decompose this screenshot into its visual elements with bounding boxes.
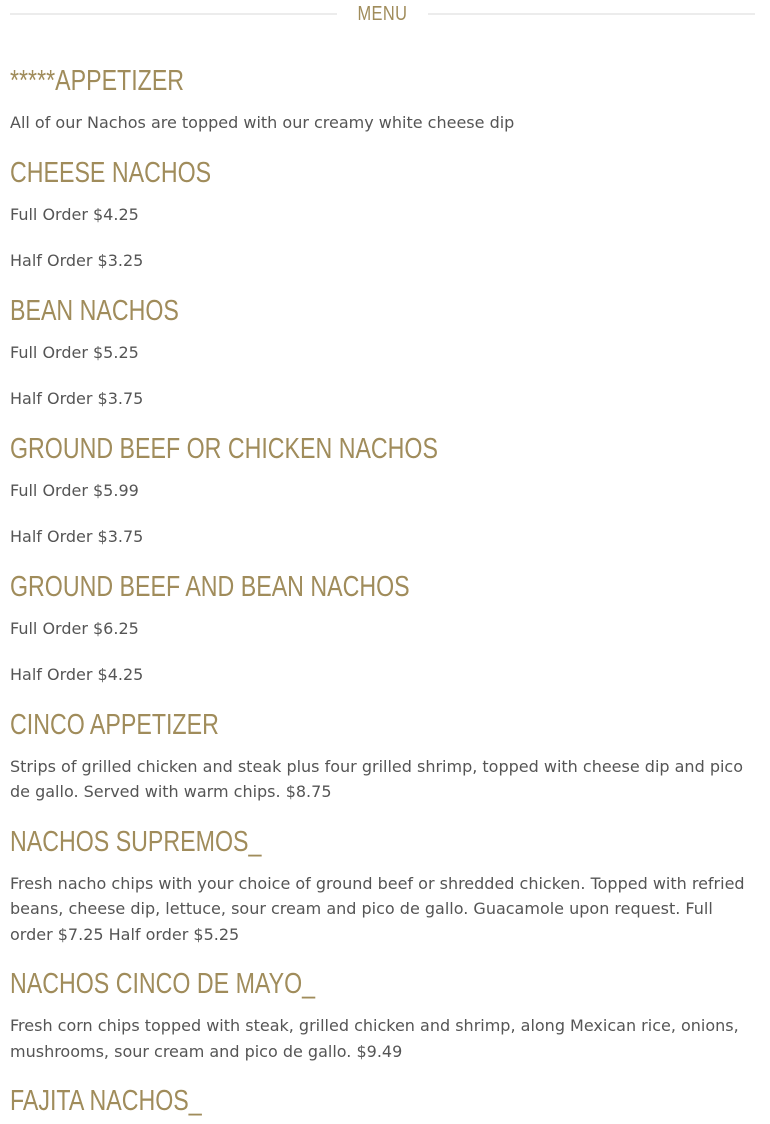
menu-list — [10, 60, 755, 1122]
item-title: GROUND BEEF AND BEAN NACHOS — [10, 570, 410, 603]
half-order-price: Half Order $3.25 — [10, 251, 144, 270]
menu-divider — [10, 0, 755, 30]
half-order-price: Half Order $3.75 — [10, 389, 144, 408]
divider-line-right — [428, 13, 755, 15]
item-title: CINCO APPETIZER — [10, 708, 219, 741]
item-title: NACHOS SUPREMOS_ — [10, 825, 262, 858]
item-description: Strips of grilled chicken and steak plus four grilled shrimp, topped with cheese dip and pico de gallo. Served with warm chips. $8.75 — [10, 756, 743, 801]
menu-section-appetizer-note — [10, 60, 755, 136]
menu-item-cheese-nachos — [10, 152, 755, 274]
menu-item-ground-beef-or-chicken-nachos — [10, 428, 755, 550]
half-order-price: Half Order $3.75 — [10, 527, 144, 546]
full-order-price: Full Order $6.25 — [10, 618, 139, 638]
menu-item-nachos-cinco-de-mayo — [10, 963, 755, 1064]
full-order-price: Full Order $5.99 — [10, 480, 139, 500]
half-order-price: Half Order $4.25 — [10, 665, 144, 684]
menu-item-cinco-appetizer — [10, 704, 755, 805]
section-description: All of our Nachos are topped with our creamy white cheese dip — [10, 113, 515, 132]
menu-item-fajita-nachos — [10, 1080, 755, 1122]
section-title: *****APPETIZER — [10, 65, 185, 97]
item-title: FAJITA NACHOS_ — [10, 1085, 202, 1117]
divider-line-left — [10, 13, 337, 15]
menu-item-ground-beef-and-bean-nachos — [10, 566, 755, 688]
full-order-price: Full Order $5.25 — [10, 342, 139, 362]
item-description: Fresh nacho chips with your choice of ground beef or shredded chicken. Topped with refried beans, cheese dip, lettuce, sour cream and pico de gallo. Guacamole upon request. Full order $7.25 Half order $5.25 — [10, 873, 745, 944]
menu-item-nachos-supremos — [10, 821, 755, 948]
item-title: CHEESE NACHOS — [10, 156, 212, 189]
item-title: GROUND BEEF OR CHICKEN NACHOS — [10, 432, 438, 465]
menu-heading: MENU — [357, 3, 408, 25]
item-description: Fresh corn chips topped with steak, grilled chicken and shrimp, along Mexican rice, onions, mushrooms, sour cream and pico de gallo. $9.49 — [10, 1016, 739, 1061]
item-title: NACHOS CINCO DE MAYO_ — [10, 968, 316, 1000]
full-order-price: Full Order $4.25 — [10, 204, 139, 224]
menu-item-bean-nachos — [10, 290, 755, 412]
item-title: BEAN NACHOS — [10, 294, 179, 327]
